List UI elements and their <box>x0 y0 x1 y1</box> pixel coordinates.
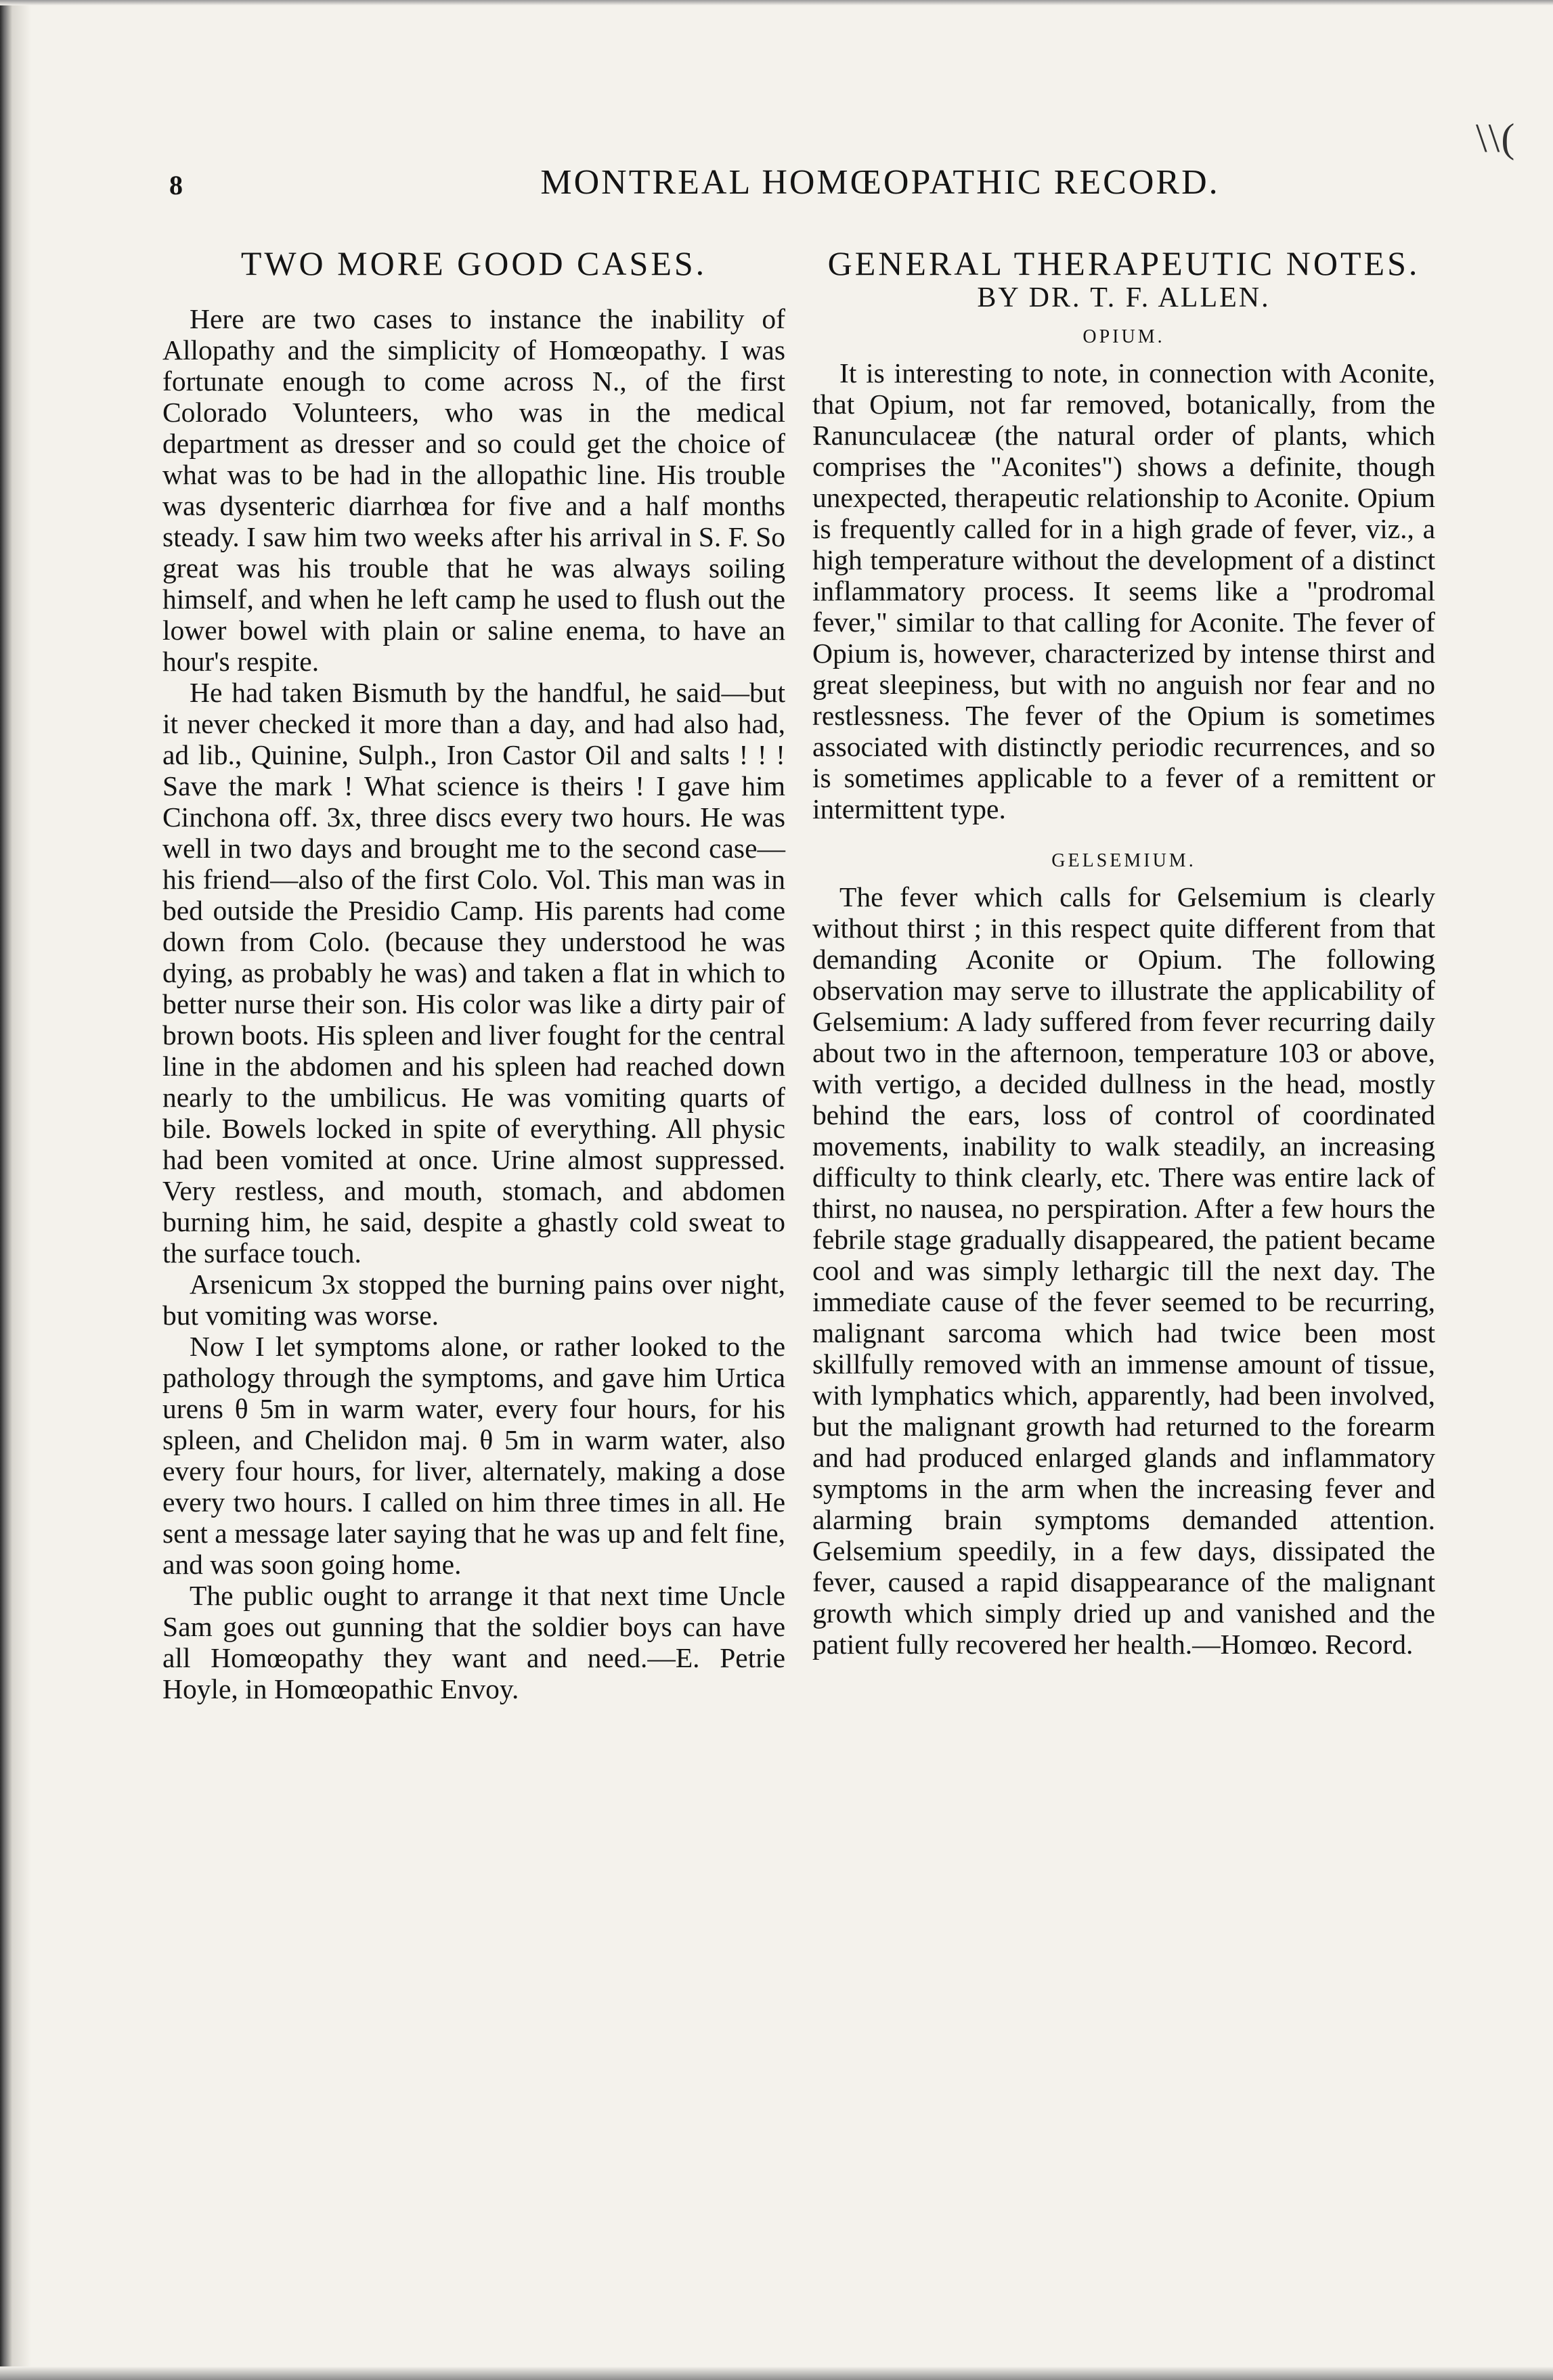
paragraph: Arsenicum 3x stopped the burning pains over night, but vomiting was worse. <box>162 1269 785 1331</box>
page-number: 8 <box>169 170 183 200</box>
paragraph: Now I let symptoms alone, or rather looked to the pathology through the symptoms, and gave him Urtica urens θ 5m in warm water, every four hours, for his spleen, and Chelidon maj. θ 5m in warm water, also every four hours, for liver, alternately, making a dose every two hours. I called on him three times in all. He sent a message later saying that he was up and felt fine, and was soon going home. <box>162 1331 785 1580</box>
scan-edge-left <box>0 0 31 2380</box>
left-column <box>162 237 785 2268</box>
running-head <box>156 162 1442 217</box>
journal-title: MONTREAL HOMŒOPATHIC RECORD. <box>540 163 1220 202</box>
section-heading-gelsemium: GELSEMIUM. <box>1051 850 1196 871</box>
paragraph: Here are two cases to instance the inability of Allopathy and the simplicity of Homœopathy. I was fortunate enough to come across N., of the first Colorado Volunteers, who was in the medical department as dresser and so could get the choice of what was to be had in the allopathic line. His trouble was dysenteric diarrhœa for five and a half months steady. I saw him two weeks after his arrival in S. F. So great was his trouble that he was always soiling himself, and when he left camp he used to flush out the lower bowel with plain or saline enema, to have an hour's respite. <box>162 303 785 677</box>
paragraph: The public ought to arrange it that next time Uncle Sam goes out gunning that the soldier boys can have all Homœopathy they want and need.—E. Petrie Hoyle, in Homœopathic Envoy. <box>162 1580 785 1704</box>
article-byline: BY DR. T. F. ALLEN. <box>977 282 1271 313</box>
corner-mark: \\( <box>1476 116 1516 160</box>
right-column <box>812 237 1435 2268</box>
paragraph: The fever which calls for Gelsemium is clearly without thirst ; in this respect quite different from that demanding Aconite or Opium. The following observation may serve to illustrate the applicability of Gelsemium: A lady suffered from fever recurring daily about two in the afternoon, temperature 103 or above, with vertigo, a decided dullness in the head, mostly behind the ears, loss of control of coordinated movements, inability to walk steadily, an increasing difficulty to think clearly, etc. There was entire lack of thirst, no nausea, no perspiration. After a few hours the febrile stage gradually disappeared, the patient became cool and was simply lethargic till the next day. The immediate cause of the fever seemed to be recurring, malignant sarcoma which had twice been most skillfully removed with an immense amount of tissue, with lymphatics which, apparently, had been involved, but the malignant growth had returned to the forearm and had produced enlarged glands and inflammatory symptoms in the arm when the increasing fever and alarming brain symptoms demanded attention. Gelsemium speedily, in a few days, dissipated the fever, caused a rapid disappearance of the malignant growth which simply dried up and vanished and the patient fully recovered her health.—Homœo. Record. <box>812 881 1435 1660</box>
article-title-two-more-good-cases: TWO MORE GOOD CASES. <box>240 244 707 282</box>
paragraph: It is interesting to note, in connection with Aconite, that Opium, not far removed, botanically, from the Ranunculaceæ (the natural order of plants, which comprises the "Aconites") shows a definite, though unexpected, therapeutic relationship to Aconite. Opium is frequently called for in a high grade of fever, viz., a high temperature without the development of a distinct inflammatory process. It seems like a "prodromal fever," similar to that calling for Aconite. The fever of Opium is, however, characterized by intense thirst and great sleepiness, but with no anguish nor fear and no restlessness. The fever of the Opium is sometimes associated with distinctly periodic recurrences, and so is sometimes applicable to a fever of a remittent or intermittent type. <box>812 357 1435 824</box>
paragraph: He had taken Bismuth by the handful, he said—but it never checked it more than a day, and had also had, ad lib., Quinine, Sulph., Iron Castor Oil and salts ! ! ! Save the mark ! What science is theirs ! I gave him Cinchona off. 3x, three discs every two hours. He was well in two days and brought me to the second case—his friend—also of the first Colo. Vol. This man was in bed outside the Presidio Camp. His parents had come down from Colo. (because they understood he was dying, as probably he was) and taken a flat in which to better nurse their son. His color was like a dirty pair of brown boots. His spleen and liver fought for the central line in the abdomen and his spleen had reached down nearly to the umbilicus. He was vomiting quarts of bile. Bowels locked in spite of everything. All physic had been vomited at once. Urine almost suppressed. Very restless, and mouth, stomach, and abdomen burning him, he said, despite a ghastly cold sweat to the surface touch. <box>162 677 785 1269</box>
scan-edge-top <box>0 0 1553 5</box>
article-title-general-therapeutic-notes: GENERAL THERAPEUTIC NOTES. <box>827 244 1420 282</box>
scan-edge-bottom <box>0 2366 1553 2380</box>
section-heading-opium: OPIUM. <box>1082 326 1165 347</box>
